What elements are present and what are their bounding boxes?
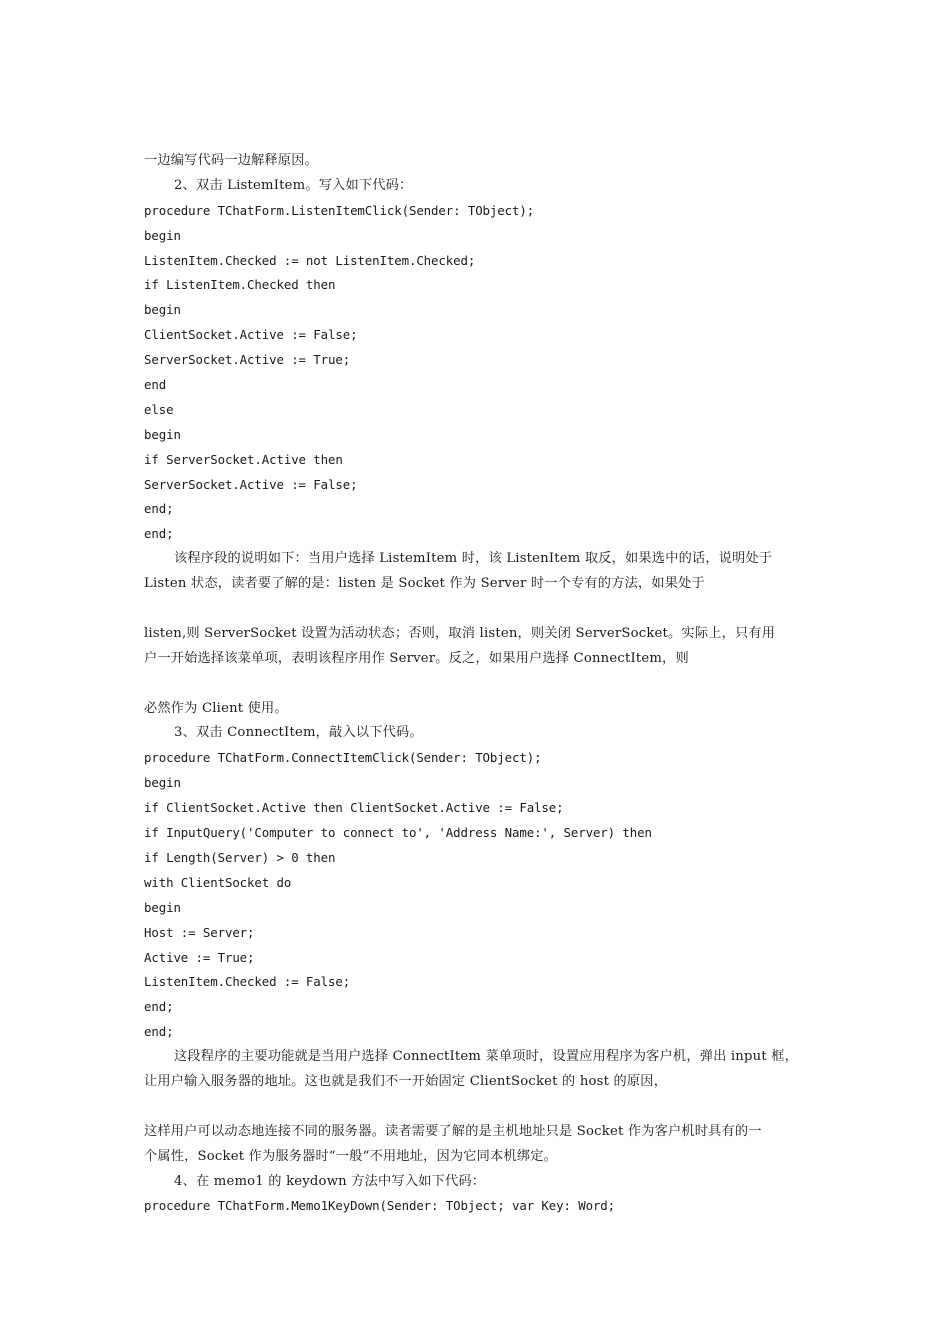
text-line: Listen 状态，读者要了解的是：listen 是 Socket 作为 Server 时一个专有的方法，如果处于 bbox=[144, 576, 705, 592]
document-body bbox=[144, 149, 824, 1219]
code-line: end bbox=[144, 377, 167, 393]
code-line: ServerSocket.Active := True; bbox=[144, 352, 351, 368]
code-line: ServerSocket.Active := False; bbox=[144, 476, 358, 492]
code-line: with ClientSocket do bbox=[144, 874, 292, 890]
code-line: end; bbox=[144, 501, 174, 517]
code-line: if Length(Server) > 0 then bbox=[144, 849, 336, 865]
code-line: ListenItem.Checked := not ListenItem.Checked; bbox=[144, 252, 476, 268]
code-line: end; bbox=[144, 1024, 174, 1040]
code-line: if ListenItem.Checked then bbox=[144, 277, 336, 293]
code-line: ListenItem.Checked := False; bbox=[144, 974, 351, 990]
code-line: procedure TChatForm.ConnectItemClick(Sender: TObject); bbox=[144, 750, 542, 766]
code-line: begin bbox=[144, 302, 181, 318]
code-line: Active := True; bbox=[144, 949, 255, 965]
code-line: procedure TChatForm.ListenItemClick(Sender: TObject); bbox=[144, 202, 535, 218]
text-line: 个属性，Socket 作为服务器时“一般“不用地址，因为它同本机绑定。 bbox=[144, 1148, 558, 1164]
text-line: 2、双击 ListemItem。写入如下代码： bbox=[174, 177, 413, 193]
code-line: begin bbox=[144, 426, 181, 442]
code-line: ClientSocket.Active := False; bbox=[144, 327, 358, 343]
text-line: 4、在 memo1 的 keydown 方法中写入如下代码： bbox=[174, 1173, 486, 1189]
text-line: 该程序段的说明如下：当用户选择 ListemItem 时，该 ListenItem 取反，如果选中的话，说明处于 bbox=[174, 551, 773, 567]
blank-line bbox=[144, 1095, 824, 1120]
blank-line bbox=[144, 597, 824, 622]
text-line: 3、双击 ConnectItem，敲入以下代码。 bbox=[174, 725, 423, 741]
code-line: begin bbox=[144, 227, 181, 243]
text-line: listen,则 ServerSocket 设置为活动状态；否则，取消 listen，则关闭 ServerSocket。实际上，只有用 bbox=[144, 625, 776, 641]
code-line: procedure TChatForm.Memo1KeyDown(Sender: TObject; var Key: Word; bbox=[144, 1198, 616, 1214]
code-line: Host := Server; bbox=[144, 924, 255, 940]
code-line: begin bbox=[144, 775, 181, 791]
text-line: 让用户输入服务器的地址。这也就是我们不一开始固定 ClientSocket 的 host 的原因， bbox=[144, 1073, 668, 1089]
code-line: end; bbox=[144, 526, 174, 542]
code-line: else bbox=[144, 401, 174, 417]
code-line: if ClientSocket.Active then ClientSocket.Active := False; bbox=[144, 800, 564, 816]
text-line: 一边编写代码一边解释原因。 bbox=[144, 153, 319, 168]
text-line: 必然作为 Client 使用。 bbox=[144, 700, 288, 716]
text-line: 这段程序的主要功能就是当用户选择 ConnectItem 菜单项时，设置应用程序为客户机，弹出 input 框， bbox=[174, 1049, 798, 1065]
code-line: if InputQuery('Computer to connect to', 'Address Name:', Server) then bbox=[144, 825, 652, 841]
code-line: if ServerSocket.Active then bbox=[144, 451, 343, 467]
text-line: 户一开始选择该菜单项，表明该程序用作 Server。反之，如果用户选择 ConnectItem，则 bbox=[144, 650, 689, 666]
code-line: begin bbox=[144, 899, 181, 915]
code-line: end; bbox=[144, 999, 174, 1015]
text-line: 这样用户可以动态地连接不同的服务器。读者需要了解的是主机地址只是 Socket 作为客户机时具有的一 bbox=[144, 1123, 762, 1139]
blank-line bbox=[144, 672, 824, 697]
